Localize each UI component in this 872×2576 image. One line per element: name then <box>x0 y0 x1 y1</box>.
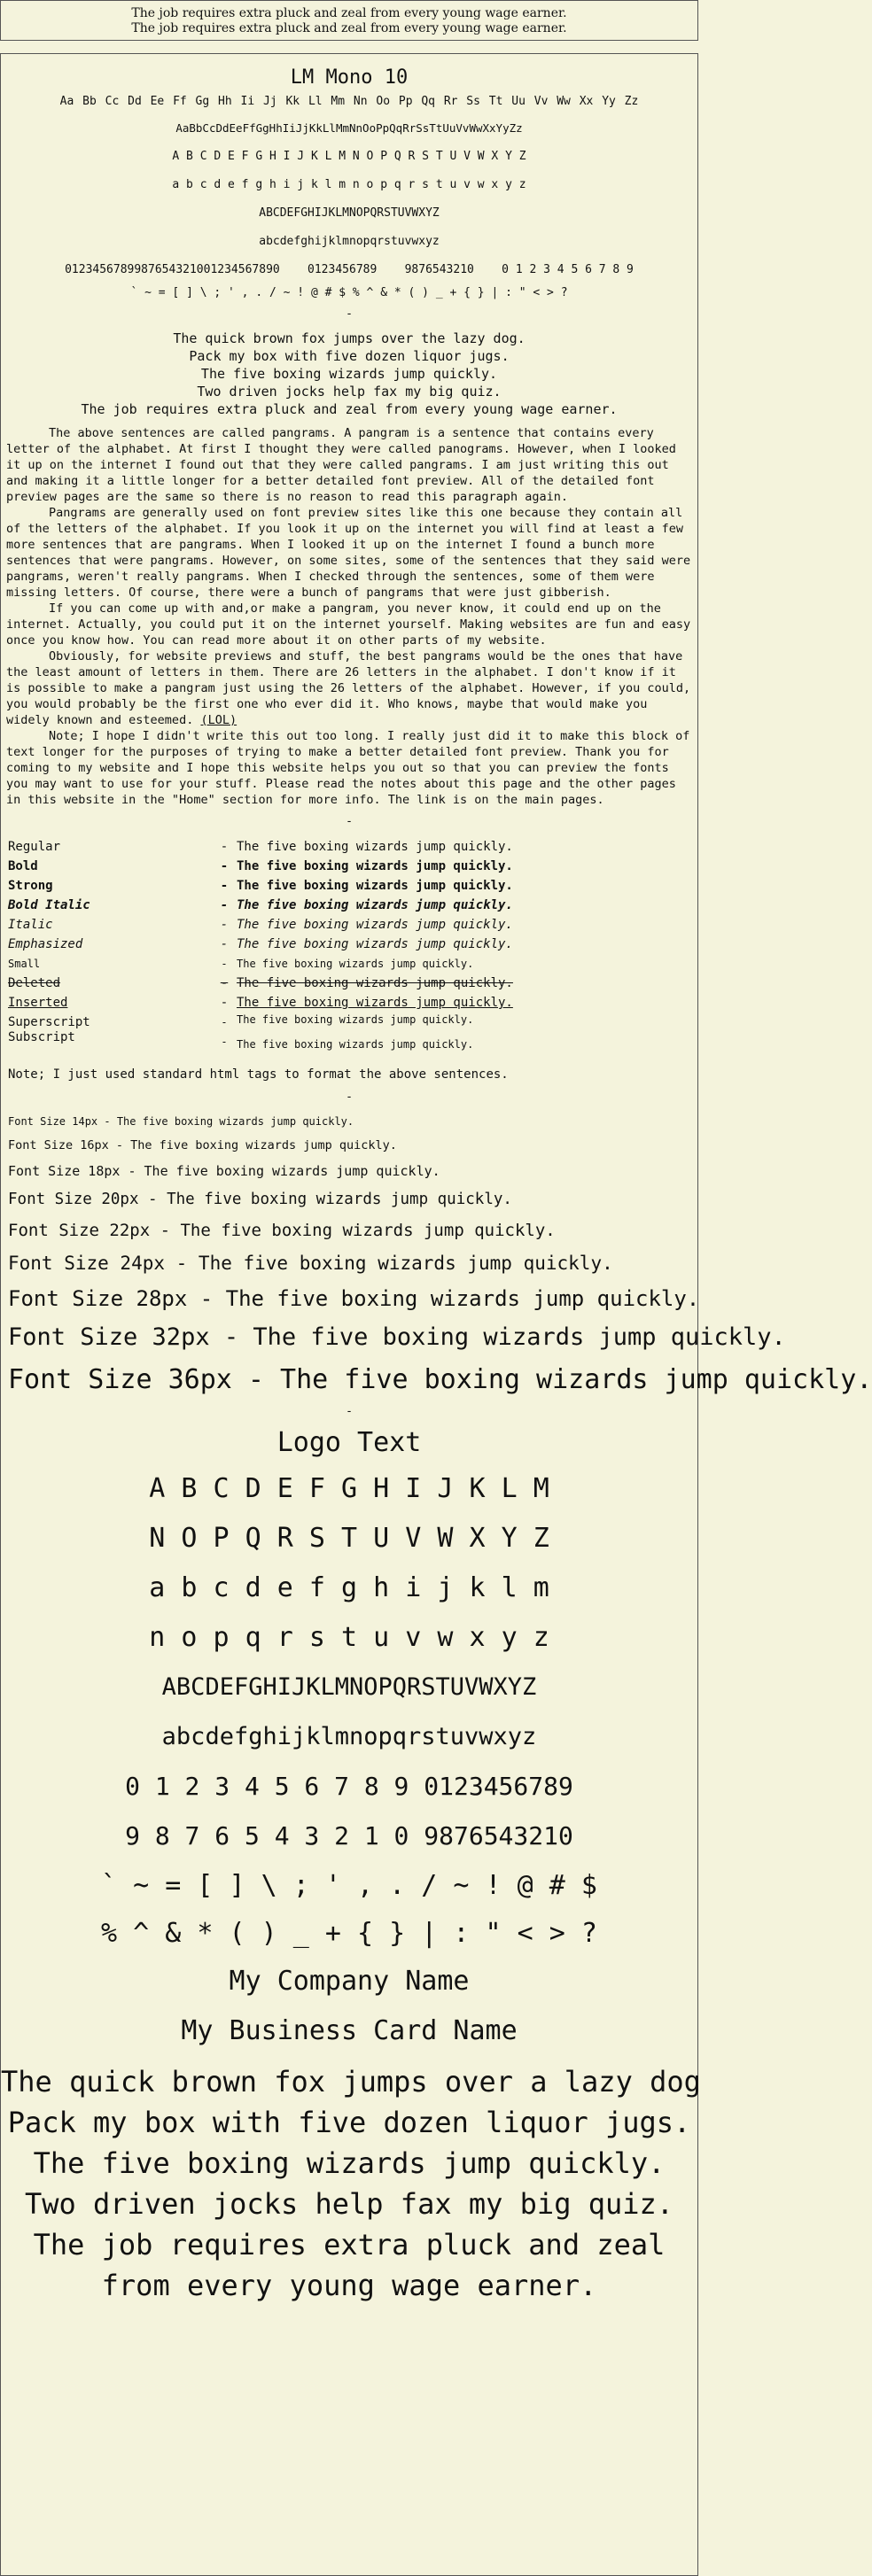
pangram-list <box>1 330 697 418</box>
style-sample: The five boxing wizards jump quickly. <box>237 1038 474 1051</box>
style-dash: - <box>221 958 228 970</box>
style-dash: - <box>220 996 229 1010</box>
style-row-superscript <box>8 1013 690 1032</box>
lower-compact: abcdefghijklmnopqrstuvwxyz <box>259 235 440 248</box>
large-pangrams <box>1 2061 701 2306</box>
upper-spaced: A B C D E F G H I J K L M N O P Q R S T U V W X Y Z <box>172 150 526 163</box>
font-size-36: Font Size 36px - The five boxing wizards jump quickly. <box>8 1364 872 1395</box>
style-label: Regular <box>8 840 61 854</box>
style-sample: The five boxing wizards jump quickly. <box>237 937 513 951</box>
logo-row: 0 1 2 3 4 5 6 7 8 9 0123456789 <box>125 1772 573 1801</box>
large-pangram-line: The job requires extra pluck and zeal <box>33 2228 666 2262</box>
style-sample: The five boxing wizards jump quickly. <box>237 958 474 970</box>
font-title: LM Mono 10 <box>290 66 409 89</box>
logo-row: N O P Q R S T U V W X Y Z <box>149 1523 549 1554</box>
font-size-16: Font Size 16px - The five boxing wizards jump quickly. <box>8 1138 397 1152</box>
large-pangram-line: from every young wage earner. <box>101 2269 597 2302</box>
style-sample: The five boxing wizards jump quickly. <box>237 976 513 990</box>
glyph-pairs: Aa Bb Cc Dd Ee Ff Gg Hh Ii Jj Kk Ll Mm Nn Oo Pp Qq Rr Ss Tt Uu Vv Ww Xx Yy Zz <box>59 95 639 108</box>
style-label: Italic <box>8 918 53 932</box>
style-row-emphasized <box>8 935 690 954</box>
company-name: My Company Name <box>229 1966 470 1997</box>
pangram-line: The quick brown fox jumps over the lazy dog. <box>173 330 526 346</box>
style-label: Strong <box>8 879 53 893</box>
paragraph: The above sentences are called pangrams. A pangram is a sentence that contains every letter of the alphabet. At first I thought they were called panograms. However, when I looked it up on the internet I found out that they were called pangrams. I am just writing this out and making it a little longer for a better detailed font preview. All of the detailed font preview pages are the same so there is no reason to read this paragraph again. <box>6 426 676 504</box>
upper-compact: ABCDEFGHIJKLMNOPQRSTUVWXYZ <box>259 206 440 220</box>
logo-row: abcdefghijklmnopqrstuvwxyz <box>161 1723 537 1750</box>
pangram-line: The five boxing wizards jump quickly. <box>200 366 498 382</box>
style-sample: The five boxing wizards jump quickly. <box>237 879 513 893</box>
style-row-subscript <box>8 1032 690 1051</box>
logo-row: a b c d e f g h i j k l m <box>149 1572 549 1603</box>
style-dash: - <box>220 918 229 932</box>
style-row-small <box>8 954 690 974</box>
style-sample: The five boxing wizards jump quickly. <box>237 898 513 912</box>
font-size-14: Font Size 14px - The five boxing wizards jump quickly. <box>8 1115 354 1128</box>
font-preview-panel <box>0 53 872 2576</box>
style-sample: The five boxing wizards jump quickly. <box>237 996 513 1010</box>
style-label: Subscript <box>8 1030 75 1044</box>
style-dash: - <box>220 937 229 951</box>
logo-text-section <box>1 1422 697 2056</box>
style-dash: - <box>220 859 229 873</box>
style-label: Emphasized <box>8 937 83 951</box>
header-line-2: The job requires extra pluck and zeal from every young wage earner. <box>131 21 567 35</box>
large-pangram-line: Two driven jocks help fax my big quiz. <box>24 2187 674 2221</box>
font-size-28: Font Size 28px - The five boxing wizards jump quickly. <box>8 1286 700 1311</box>
separator: - <box>346 307 353 321</box>
style-row-bold <box>8 857 690 876</box>
font-size-samples <box>8 1113 872 1400</box>
separator: - <box>346 1405 353 1418</box>
style-sample: The five boxing wizards jump quickly. <box>237 859 513 873</box>
font-size-22: Font Size 22px - The five boxing wizards jump quickly. <box>8 1221 556 1240</box>
style-label: Small <box>8 958 41 970</box>
style-row-deleted <box>8 974 690 993</box>
style-note: Note; I just used standard html tags to format the above sentences. <box>8 1067 509 1082</box>
paragraph-with-link <box>6 648 692 728</box>
glyph-pairs-compact: AaBbCcDdEeFfGgHhIiJjKkLlMmNnOoPpQqRrSsTtUuVvWwXxYyZz <box>175 121 523 135</box>
style-dash: - <box>220 840 229 854</box>
logo-title: Logo Text <box>276 1427 422 1458</box>
logo-row: % ^ & * ( ) _ + { } | : " < > ? <box>101 1918 597 1949</box>
lower-spaced: a b c d e f g h i j k l m n o p q r s t u v w x y z <box>172 178 526 191</box>
paragraph: If you can come up with and,or make a pangram, you never know, it could end up on the internet. Actually, you could put it on the internet yourself. Making websites are fun and easy once you know how. You can read more about it on other parts of my website. <box>6 601 691 648</box>
style-sample: The five boxing wizards jump quickly. <box>237 840 513 854</box>
style-row-strong <box>8 876 690 896</box>
style-row-regular <box>8 837 690 857</box>
pangram-line: Two driven jocks help fax my big quiz. <box>197 384 502 400</box>
style-row-bold-italic <box>8 896 690 915</box>
style-label: Deleted <box>8 976 61 990</box>
font-size-18: Font Size 18px - The five boxing wizards jump quickly. <box>8 1163 440 1179</box>
logo-row: ` ~ = [ ] \ ; ' , . / ~ ! @ # $ <box>101 1870 597 1901</box>
style-row-italic <box>8 915 690 935</box>
header-line-1: The job requires extra pluck and zeal from every young wage earner. <box>131 6 567 20</box>
font-size-32: Font Size 32px - The five boxing wizards jump quickly. <box>8 1323 786 1351</box>
style-dash: - <box>220 976 229 990</box>
font-size-20: Font Size 20px - The five boxing wizards jump quickly. <box>8 1191 512 1208</box>
pangram-line: Pack my box with five dozen liquor jugs. <box>189 348 510 364</box>
separator: - <box>346 1090 353 1104</box>
paragraph-text: Obviously, for website previews and stuff, the best pangrams would be the ones that have the least amount of letters in them. There are 26 letters in the alphabet. I don't know if it is possible to make a pangram just using the 26 letters of the alphabet. However, if you could, you would probably be the first one who ever did it. Who knows, maybe that would make you widely known and esteemed. <box>6 649 691 727</box>
style-row-inserted <box>8 993 690 1013</box>
style-dash: - <box>221 1016 228 1028</box>
style-dash: - <box>220 898 229 912</box>
large-pangram-line: The quick brown fox jumps over a lazy dog <box>1 2065 701 2099</box>
logo-row: 9 8 7 6 5 4 3 2 1 0 9876543210 <box>125 1821 573 1851</box>
logo-row: A B C D E F G H I J K L M <box>149 1473 549 1504</box>
style-label: Bold <box>8 859 38 873</box>
paragraph: Note; I hope I didn't write this out too long. I really just did it to make this block of text longer for the purposes of trying to make a better detailed font preview. Thank you for coming to my website and I hope this website helps you out so that you can preview the fonts you may want to use for your stuff. Please read the notes about this page and the other pages in this website in the "Home" section for more info. The link is on the main pages. <box>6 729 690 807</box>
style-label: Bold Italic <box>8 898 90 912</box>
digits-row: 0123456789987654321001234567890 0123456789 9876543210 0 1 2 3 4 5 6 7 8 9 <box>65 263 634 276</box>
separator: - <box>346 815 353 828</box>
paragraph: Pangrams are generally used on font preview sites like this one because they contain all of the letters of the alphabet. If you look it up on the internet you will find at least a few more sentences that are pangrams. When I looked it up on the internet I found a bunch more sentences that were pangrams. However, on some sites, some of the sentences that they said were pangrams, weren't really pangrams. When I checked through the sentences, some of them were missing letters. Of course, there were a bunch of pangrams that were just gibberish. <box>6 506 691 600</box>
large-pangram-line: Pack my box with five dozen liquor jugs. <box>7 2106 691 2139</box>
font-size-24: Font Size 24px - The five boxing wizards jump quickly. <box>8 1253 613 1274</box>
business-card-name: My Business Card Name <box>181 2015 518 2046</box>
style-label: Inserted <box>8 996 68 1010</box>
header-banner <box>0 0 698 41</box>
body-text <box>1 425 697 808</box>
symbols-row: ` ~ = [ ] \ ; ' , . / ~ ! @ # $ % ^ & * ( ) _ + { } | : " < > ? <box>130 286 568 299</box>
large-pangram-line: The five boxing wizards jump quickly. <box>33 2146 666 2180</box>
style-samples <box>8 837 690 1051</box>
pangram-line: The job requires extra pluck and zeal from every young wage earner. <box>81 401 618 417</box>
logo-row: n o p q r s t u v w x y z <box>149 1622 549 1653</box>
style-dash: - <box>220 879 229 893</box>
style-sample: The five boxing wizards jump quickly. <box>237 1013 474 1026</box>
lol-link[interactable]: (LOL) <box>200 713 237 727</box>
logo-row: ABCDEFGHIJKLMNOPQRSTUVWXYZ <box>161 1673 537 1701</box>
style-sample: The five boxing wizards jump quickly. <box>237 918 513 932</box>
style-label: Superscript <box>8 1015 90 1029</box>
style-dash: - <box>221 1036 228 1048</box>
